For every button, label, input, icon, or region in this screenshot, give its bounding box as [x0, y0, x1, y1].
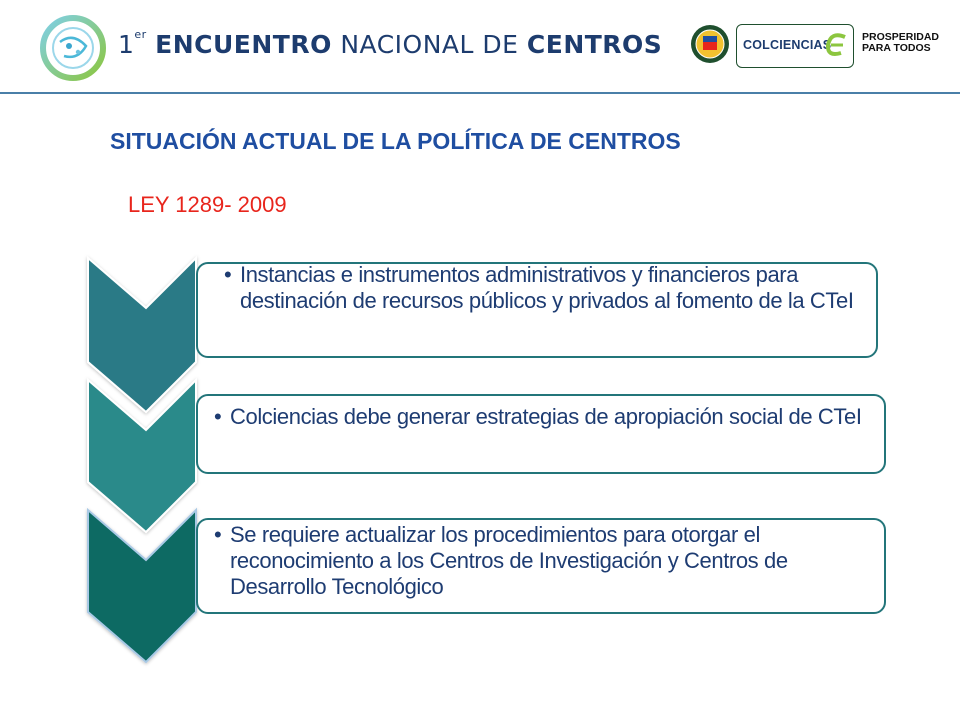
item-1-text: • Instancias e instrumentos administrativos y financieros para destinación de recursos públicos y privados al fomento de la CTeI — [240, 262, 854, 313]
chevron-1 — [88, 258, 196, 412]
event-title-number: 1 — [118, 30, 135, 59]
event-title-part1: ENCUENTRO — [155, 30, 332, 59]
list-item-text — [212, 404, 884, 430]
chevron-3 — [88, 510, 196, 662]
event-title-sup: er — [134, 28, 147, 41]
law-subtitle: LEY 1289- 2009 — [128, 192, 287, 217]
slogan-line2: PARA TODOS — [862, 42, 931, 54]
item-2-text: • Colciencias debe generar estrategias de apropiación social de CTeI — [230, 404, 862, 429]
list-item — [196, 394, 886, 474]
slogan-line1: PROSPERIDAD — [862, 31, 940, 43]
list-item — [196, 518, 886, 614]
slide-title: SITUACIÓN ACTUAL DE LA POLÍTICA DE CENTROS — [110, 128, 681, 154]
event-title-part2: NACIONAL DE — [340, 30, 519, 59]
event-title-part3: CENTROS — [526, 30, 663, 59]
list-item-text — [222, 262, 876, 314]
item-3-text: • Se requiere actualizar los procedimientos para otorgar el reconocimiento a los Centros de Investigación y Centros de Desarrollo Tecnológico — [230, 522, 788, 599]
colciencias-logo-text: COLCIENCIAS — [743, 38, 832, 52]
list-item-text — [212, 522, 884, 600]
list-item — [196, 262, 878, 358]
